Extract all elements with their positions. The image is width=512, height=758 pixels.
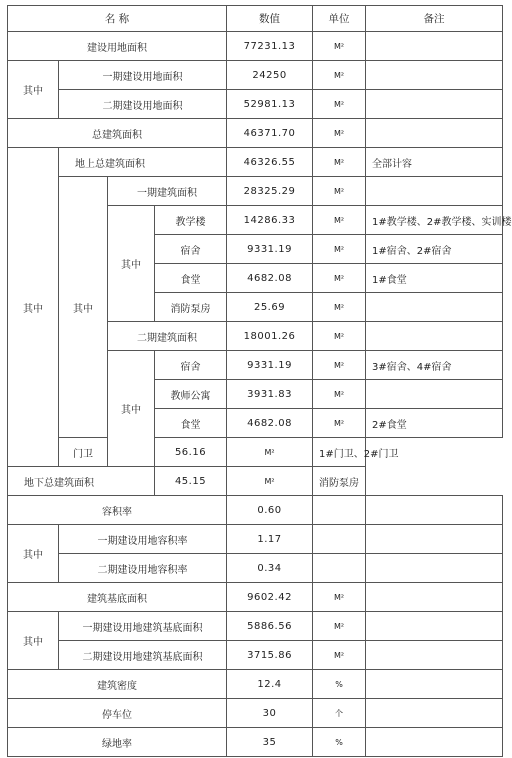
row-value: 45.15 (155, 467, 227, 496)
table-row (8, 90, 503, 119)
row-note (366, 380, 503, 409)
row-unit: M² (313, 264, 366, 293)
row-note (366, 119, 503, 148)
table-row (8, 496, 503, 525)
row-unit: M² (313, 235, 366, 264)
row-label: 地上总建筑面积 (59, 148, 227, 177)
row-value: 18001.26 (227, 322, 313, 351)
row-unit: M² (313, 148, 366, 177)
group-label: 其中 (8, 525, 59, 583)
table-row (8, 525, 503, 554)
row-unit: M² (313, 583, 366, 612)
row-value: 12.4 (227, 670, 313, 699)
row-note: 消防泵房 (313, 467, 366, 496)
row-value: 25.69 (227, 293, 313, 322)
row-label: 一期建设用地容积率 (59, 525, 227, 554)
row-note: 2#食堂 (366, 409, 503, 438)
row-value: 0.34 (227, 554, 313, 583)
row-value: 4682.08 (227, 409, 313, 438)
row-unit: M² (313, 90, 366, 119)
row-label: 停车位 (8, 699, 227, 728)
row-value: 3715.86 (227, 641, 313, 670)
row-unit: M² (313, 293, 366, 322)
header-note: 备注 (366, 6, 503, 32)
table-row (8, 61, 503, 90)
row-label: 绿地率 (8, 728, 227, 757)
table-row (8, 699, 503, 728)
group-label: 其中 (8, 148, 59, 467)
row-value: 3931.83 (227, 380, 313, 409)
row-unit: M² (313, 32, 366, 61)
row-label: 建筑密度 (8, 670, 227, 699)
row-unit: M² (227, 467, 313, 496)
row-note: 1#宿舍、2#宿舍 (366, 235, 503, 264)
row-note (366, 322, 503, 351)
row-label: 容积率 (8, 496, 227, 525)
row-label: 二期建筑面积 (108, 322, 227, 351)
row-label: 教学楼 (155, 206, 227, 235)
group-label: 其中 (59, 177, 108, 438)
row-unit: M² (313, 612, 366, 641)
row-label: 门卫 (59, 438, 108, 467)
table-row (8, 554, 503, 583)
row-label: 一期建设用地建筑基底面积 (59, 612, 227, 641)
table-row (8, 670, 503, 699)
row-label: 食堂 (155, 409, 227, 438)
row-unit: M² (313, 177, 366, 206)
row-value: 0.60 (227, 496, 313, 525)
header-row (8, 6, 503, 32)
row-note (366, 670, 503, 699)
row-note: 1#门卫、2#门卫 (313, 438, 366, 467)
table-row (8, 148, 503, 177)
table-row (8, 467, 503, 496)
row-label: 建设用地面积 (8, 32, 227, 61)
table-row (8, 583, 503, 612)
row-unit: 个 (313, 699, 366, 728)
row-unit: M² (313, 119, 366, 148)
row-value: 5886.56 (227, 612, 313, 641)
row-note (366, 177, 503, 206)
row-value: 35 (227, 728, 313, 757)
row-label: 地下总建筑面积 (8, 467, 155, 496)
row-unit: M² (227, 438, 313, 467)
header-name: 名 称 (8, 6, 227, 32)
row-note (366, 554, 503, 583)
row-label: 二期建设用地容积率 (59, 554, 227, 583)
table-row (8, 438, 503, 467)
row-value: 46371.70 (227, 119, 313, 148)
row-note (366, 699, 503, 728)
technical-indicators-table (7, 5, 512, 757)
row-note (366, 641, 503, 670)
row-label: 教师公寓 (155, 380, 227, 409)
row-value: 14286.33 (227, 206, 313, 235)
row-label: 一期建筑面积 (108, 177, 227, 206)
row-note (366, 583, 503, 612)
row-label: 总建筑面积 (8, 119, 227, 148)
row-note (366, 32, 503, 61)
row-unit: % (313, 670, 366, 699)
table-row (8, 728, 503, 757)
row-unit: M² (313, 322, 366, 351)
row-value: 30 (227, 699, 313, 728)
row-label: 建筑基底面积 (8, 583, 227, 612)
group-label: 其中 (108, 206, 155, 322)
group-label: 其中 (8, 61, 59, 119)
row-note: 全部计容 (366, 148, 503, 177)
row-unit: M² (313, 641, 366, 670)
table-row (8, 612, 503, 641)
row-label: 宿舍 (155, 351, 227, 380)
row-label: 宿舍 (155, 235, 227, 264)
row-note (366, 728, 503, 757)
row-unit (313, 525, 366, 554)
table-row (8, 32, 503, 61)
row-unit: M² (313, 61, 366, 90)
group-label: 其中 (8, 612, 59, 670)
row-label: 二期建设用地面积 (59, 90, 227, 119)
row-value: 1.17 (227, 525, 313, 554)
table-row (8, 119, 503, 148)
row-value: 9602.42 (227, 583, 313, 612)
row-note (366, 61, 503, 90)
row-note: 1#食堂 (366, 264, 503, 293)
row-unit (313, 554, 366, 583)
row-note (366, 293, 503, 322)
row-unit: % (313, 728, 366, 757)
row-note: 3#宿舍、4#宿舍 (366, 351, 503, 380)
row-value: 4682.08 (227, 264, 313, 293)
row-unit: M² (313, 380, 366, 409)
row-note (366, 525, 503, 554)
row-value: 28325.29 (227, 177, 313, 206)
row-unit: M² (313, 206, 366, 235)
row-value: 46326.55 (227, 148, 313, 177)
row-value: 9331.19 (227, 351, 313, 380)
row-label: 消防泵房 (155, 293, 227, 322)
header-unit: 单位 (313, 6, 366, 32)
row-note: 1#教学楼、2#教学楼、实训楼 (366, 206, 503, 235)
row-note (366, 612, 503, 641)
row-value: 77231.13 (227, 32, 313, 61)
row-unit: M² (313, 409, 366, 438)
row-note (366, 496, 503, 525)
row-label: 二期建设用地建筑基底面积 (59, 641, 227, 670)
table-row (8, 177, 503, 206)
row-note (366, 90, 503, 119)
row-label: 一期建设用地面积 (59, 61, 227, 90)
row-value: 9331.19 (227, 235, 313, 264)
row-value: 52981.13 (227, 90, 313, 119)
header-value: 数值 (227, 6, 313, 32)
table-row (8, 641, 503, 670)
row-unit: M² (313, 351, 366, 380)
row-value: 56.16 (155, 438, 227, 467)
row-unit (313, 496, 366, 525)
row-label: 食堂 (155, 264, 227, 293)
row-value: 24250 (227, 61, 313, 90)
group-label: 其中 (108, 351, 155, 467)
